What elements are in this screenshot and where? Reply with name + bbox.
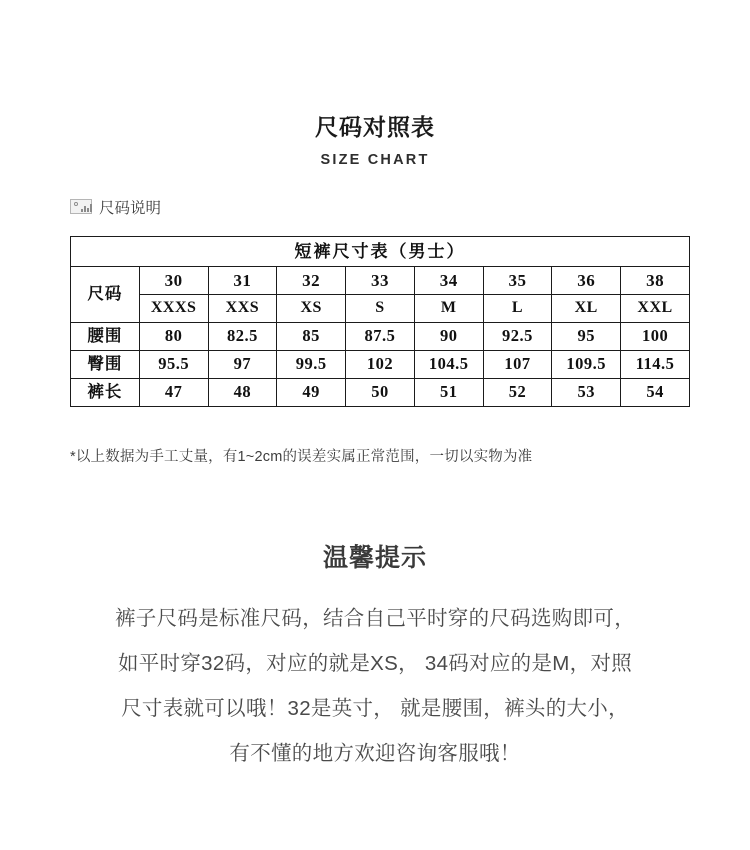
table-cell: 54 [621, 378, 690, 406]
page-subtitle: SIZE CHART [320, 151, 430, 168]
bar-chart-icon [70, 199, 92, 214]
table-cell: 53 [552, 378, 621, 406]
table-cell: XXXS [139, 294, 208, 322]
row-header-waist: 腰围 [71, 322, 140, 350]
table-cell: 114.5 [621, 350, 690, 378]
tips-line: 尺寸表就可以哦！32是英寸， 就是腰围，裤头的大小， [121, 696, 629, 720]
table-row [71, 266, 690, 294]
table-cell: 50 [346, 378, 415, 406]
table-cell: 109.5 [552, 350, 621, 378]
table-cell: 30 [139, 266, 208, 294]
tips-line: 有不懂的地方欢迎咨询客服哦！ [229, 741, 521, 765]
bar-chart-icon-bars [81, 203, 92, 212]
table-cell: 49 [277, 378, 346, 406]
measurement-footnote: *以上数据为手工丈量，有1~2cm的误差实属正常范围，一切以实物为准 [70, 448, 533, 465]
table-cell: 102 [346, 350, 415, 378]
table-cell: S [346, 294, 415, 322]
table-cell: XXL [621, 294, 690, 322]
tips-line: 如平时穿32码，对应的就是XS， 34码对应的是M，对照 [117, 651, 633, 675]
size-chart-table-container [70, 236, 690, 407]
table-cell: L [483, 294, 552, 322]
tips-section [0, 538, 750, 776]
table-cell: 34 [414, 266, 483, 294]
table-cell: XS [277, 294, 346, 322]
tips-line: 裤子尺码是标准尺码，结合自己平时穿的尺码选购即可， [115, 606, 635, 630]
table-cell: 95.5 [139, 350, 208, 378]
table-cell: 51 [414, 378, 483, 406]
table-cell: 95 [552, 322, 621, 350]
table-title: 短裤尺寸表（男士） [71, 236, 690, 266]
table-cell: 85 [277, 322, 346, 350]
table-cell: 36 [552, 266, 621, 294]
table-cell: 48 [208, 378, 277, 406]
table-cell: 97 [208, 350, 277, 378]
table-cell: 47 [139, 378, 208, 406]
page-header [0, 0, 750, 168]
table-cell: 32 [277, 266, 346, 294]
table-cell: 104.5 [414, 350, 483, 378]
row-header-hip: 臀围 [71, 350, 140, 378]
table-title-row [71, 236, 690, 266]
size-chart-table [70, 236, 690, 407]
table-cell: 92.5 [483, 322, 552, 350]
table-cell: 80 [139, 322, 208, 350]
table-cell: 31 [208, 266, 277, 294]
row-header-length: 裤长 [71, 378, 140, 406]
table-cell: 100 [621, 322, 690, 350]
table-cell: 52 [483, 378, 552, 406]
table-cell: 90 [414, 322, 483, 350]
table-row [71, 350, 690, 378]
table-cell: 82.5 [208, 322, 277, 350]
table-cell: M [414, 294, 483, 322]
table-cell: 87.5 [346, 322, 415, 350]
table-cell: 33 [346, 266, 415, 294]
table-cell: 35 [483, 266, 552, 294]
table-cell: 38 [621, 266, 690, 294]
size-description-label [70, 196, 750, 218]
table-row [71, 378, 690, 406]
bar-chart-icon-dot [74, 202, 78, 206]
size-description-text: 尺码说明 [99, 199, 162, 217]
tips-body [0, 596, 750, 776]
table-cell: 107 [483, 350, 552, 378]
page-title: 尺码对照表 [315, 114, 435, 140]
table-cell: XL [552, 294, 621, 322]
table-cell: XXS [208, 294, 277, 322]
table-row [71, 322, 690, 350]
row-header-size: 尺码 [71, 266, 140, 322]
tips-title: 温馨提示 [322, 543, 427, 572]
table-cell: 99.5 [277, 350, 346, 378]
table-row [71, 294, 690, 322]
